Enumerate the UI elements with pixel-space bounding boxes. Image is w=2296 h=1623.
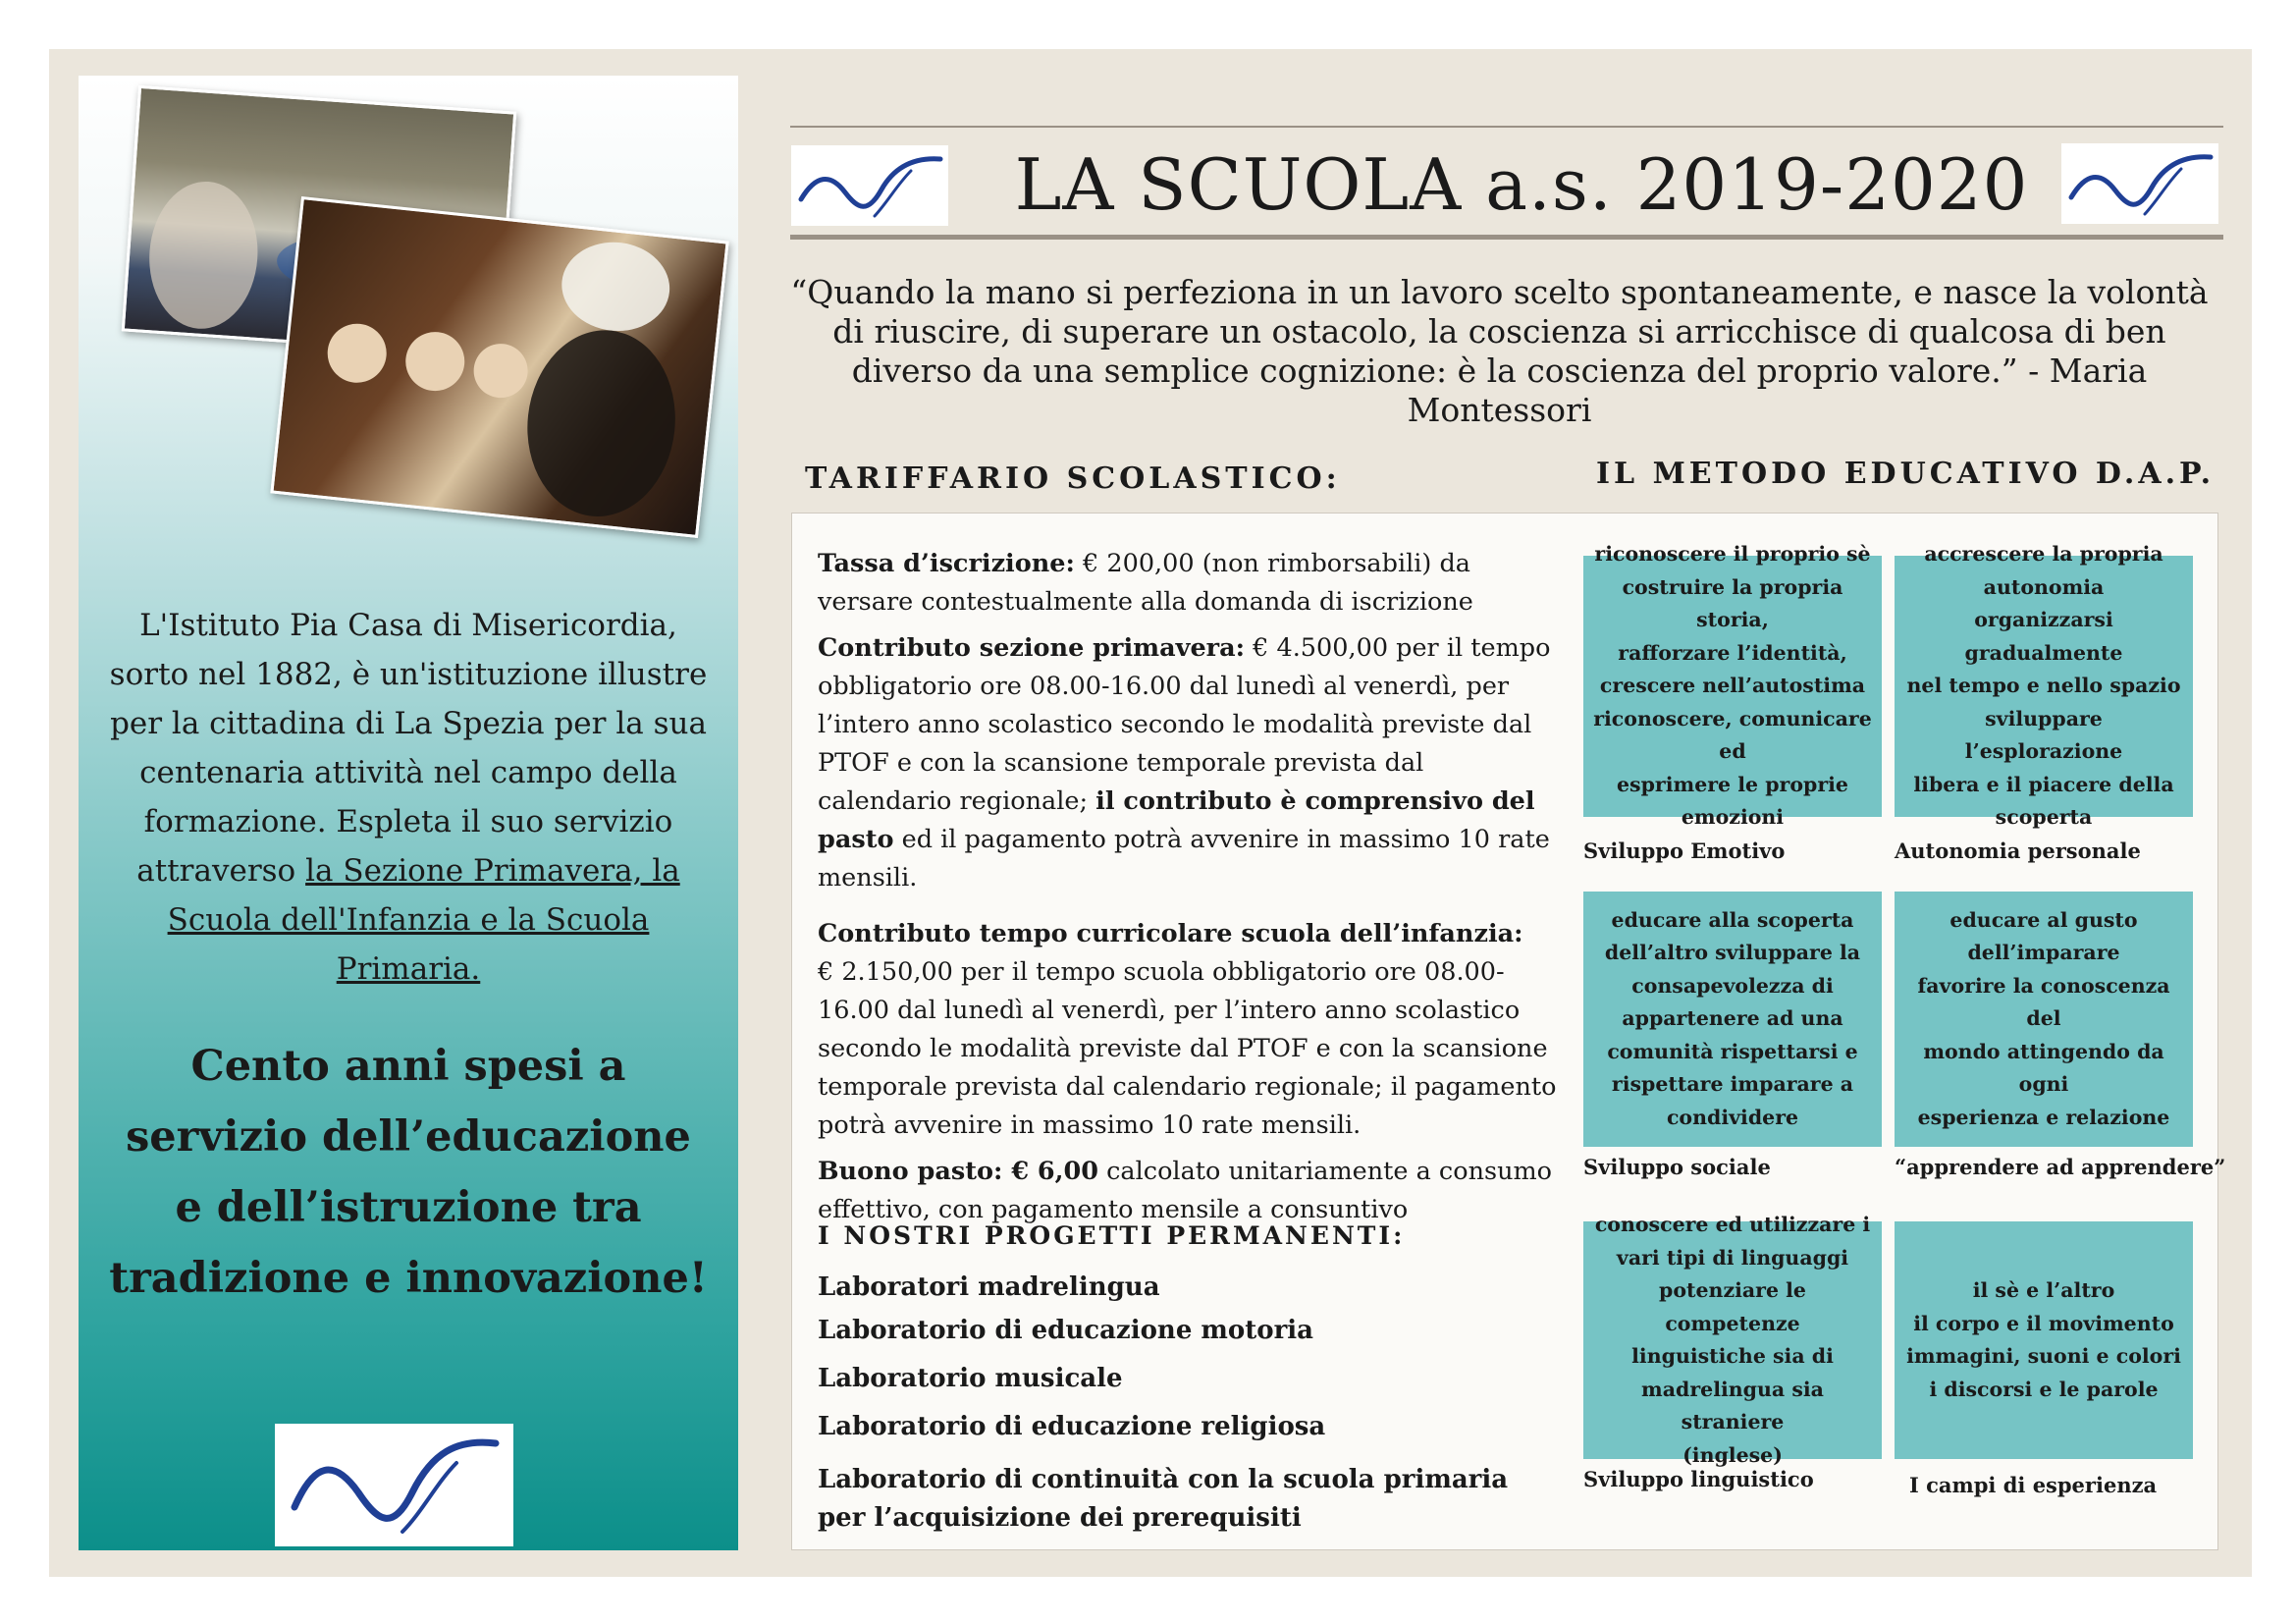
tile-apprendere [1895,892,2193,1147]
tile-text: riconoscere il proprio sè costruire la propria storia, rafforzare l’identità, crescere nell’autostima riconoscere, comunicare ed esprimere le proprie emozioni [1593,542,1872,830]
tariff-infanzia-text: € 2.150,00 per il tempo scuola obbligatorio ore 08.00-16.00 dal lunedì al venerdì, per l’intero anno scolastico secondo le modalità previste dal PTOF e con la scansione temporale prevista dal calendario regionale; il pagamento potrà avvenire in massimo 10 rate mensili. [818,957,1557,1140]
tariff-primavera-end: ed il pagamento potrà avvenire in massimo 10 rate mensili. [818,825,1550,893]
list-item: Laboratorio di educazione religiosa [818,1412,1326,1441]
tile-text: il sè e l’altro il corpo e il movimento immagini, suoni e colori i discorsi e le parole [1906,1278,2181,1401]
tile-caption: “apprendere ad apprendere” [1895,1155,2226,1179]
tile-text: educare al gusto dell’imparare favorire la conoscenza del mondo attingendo da ogni esperienza e relazione [1917,907,2170,1129]
tile-text: accrescere la propria autonomia organizzarsi gradualmente nel tempo e nello spazio sviluppare l’esplorazione libera e il piacere della scoperta [1906,542,2181,830]
intro-paragraph [108,601,709,994]
list-item: Laboratorio di educazione motoria [818,1316,1314,1345]
tariff-pasto-text: calcolato unitariamente a consumo effettivo, con pagamento mensile a consuntivo [818,1157,1553,1224]
tariff-primavera [818,629,1564,897]
list-item: Laboratorio di continuità con la scuola primaria per l’acquisizione dei prerequisiti [818,1465,1509,1533]
tariff-infanzia [818,915,1564,1145]
wave-logo-icon [2061,143,2218,224]
tariff-list [818,545,1564,1237]
tile-sviluppo-linguistico [1583,1213,1882,1467]
tariffario-heading: TARIFFARIO SCOLASTICO: [805,461,1341,496]
page-title: LA SCUOLA a.s. 2019-2020 [1014,143,2029,226]
tile-text: conoscere ed utilizzare i vari tipi di linguaggi potenziare le competenze linguistiche sia di madrelingua sia straniere (inglese) [1594,1213,1871,1467]
tariff-primavera-label: Contributo sezione primavera: [818,633,1246,663]
progetti-heading: I NOSTRI PROGETTI PERMANENTI: [818,1221,1406,1250]
intro-link[interactable]: la Sezione Primavera, la Scuola dell'Infanzia e la Scuola Primaria. [167,853,680,987]
tile-caption: Sviluppo Emotivo [1583,839,1786,863]
tariff-primavera-bold: il contributo è comprensivo del pasto [818,786,1535,854]
tile-caption: Sviluppo linguistico [1583,1467,1814,1491]
tile-autonomia-personale [1895,542,2193,830]
intro-text: L'Istituto Pia Casa di Misericordia, sorto nel 1882, è un'istituzione illustre per la cittadina di La Spezia per la sua centenaria attività nel campo della formazione. Espleta il suo servizio attraverso [109,608,708,889]
slogan: Cento anni spesi a servizio dell’educazione e dell’istruzione tra tradizione e innovazione! [109,1042,708,1303]
tariff-iscrizione-label: Tassa d’iscrizione: [818,549,1075,578]
tile-caption: Sviluppo sociale [1583,1155,1771,1179]
tile-text: educare alla scoperta dell’altro sviluppare la consapevolezza di appartenere ad una comunità rispettarsi e rispettare imparare a condividere [1604,907,1861,1129]
tariff-iscrizione-text: € 200,00 (non rimborsabili) da versare contestualmente alla domanda di iscrizione [818,549,1473,617]
tile-caption: Autonomia personale [1895,839,2141,863]
wave-logo-icon [275,1424,513,1546]
tile-sviluppo-emotivo [1583,542,1882,830]
photo-nun-children [270,196,728,538]
tariff-pasto [818,1153,1564,1229]
header-rule-top [790,126,2223,128]
tariff-infanzia-label: Contributo tempo curricolare scuola dell’infanzia: [818,919,1523,948]
tariff-iscrizione [818,545,1564,622]
metodo-heading: IL METODO EDUCATIVO D.A.P. [1596,457,2216,491]
list-item: Laboratori madrelingua [818,1272,1160,1302]
tile-sviluppo-sociale [1583,892,1882,1147]
tariff-pasto-label: Buono pasto: € 6,00 [818,1157,1099,1186]
tile-campi-esperienza [1895,1221,2193,1459]
tile-caption: I campi di esperienza [1909,1473,2158,1497]
tariff-primavera-text: € 4.500,00 per il tempo obbligatorio ore 08.00-16.00 dal lunedì al venerdì, per l’intero anno scolastico secondo le modalità previste dal PTOF e con la scansione temporale prevista dal calendario regionale; [818,633,1551,816]
wave-logo-icon [791,145,948,226]
list-item: Laboratorio musicale [818,1364,1123,1393]
montessori-quote: “Quando la mano si perfeziona in un lavoro scelto spontaneamente, e nasce la volontà di riuscire, di superare un ostacolo, la coscienza si arricchisce di qualcosa di ben diverso da una semplice cognizione: è la coscienza del proprio valore.” - Maria Montessori [790,273,2209,429]
header-rule-bottom [790,235,2223,240]
